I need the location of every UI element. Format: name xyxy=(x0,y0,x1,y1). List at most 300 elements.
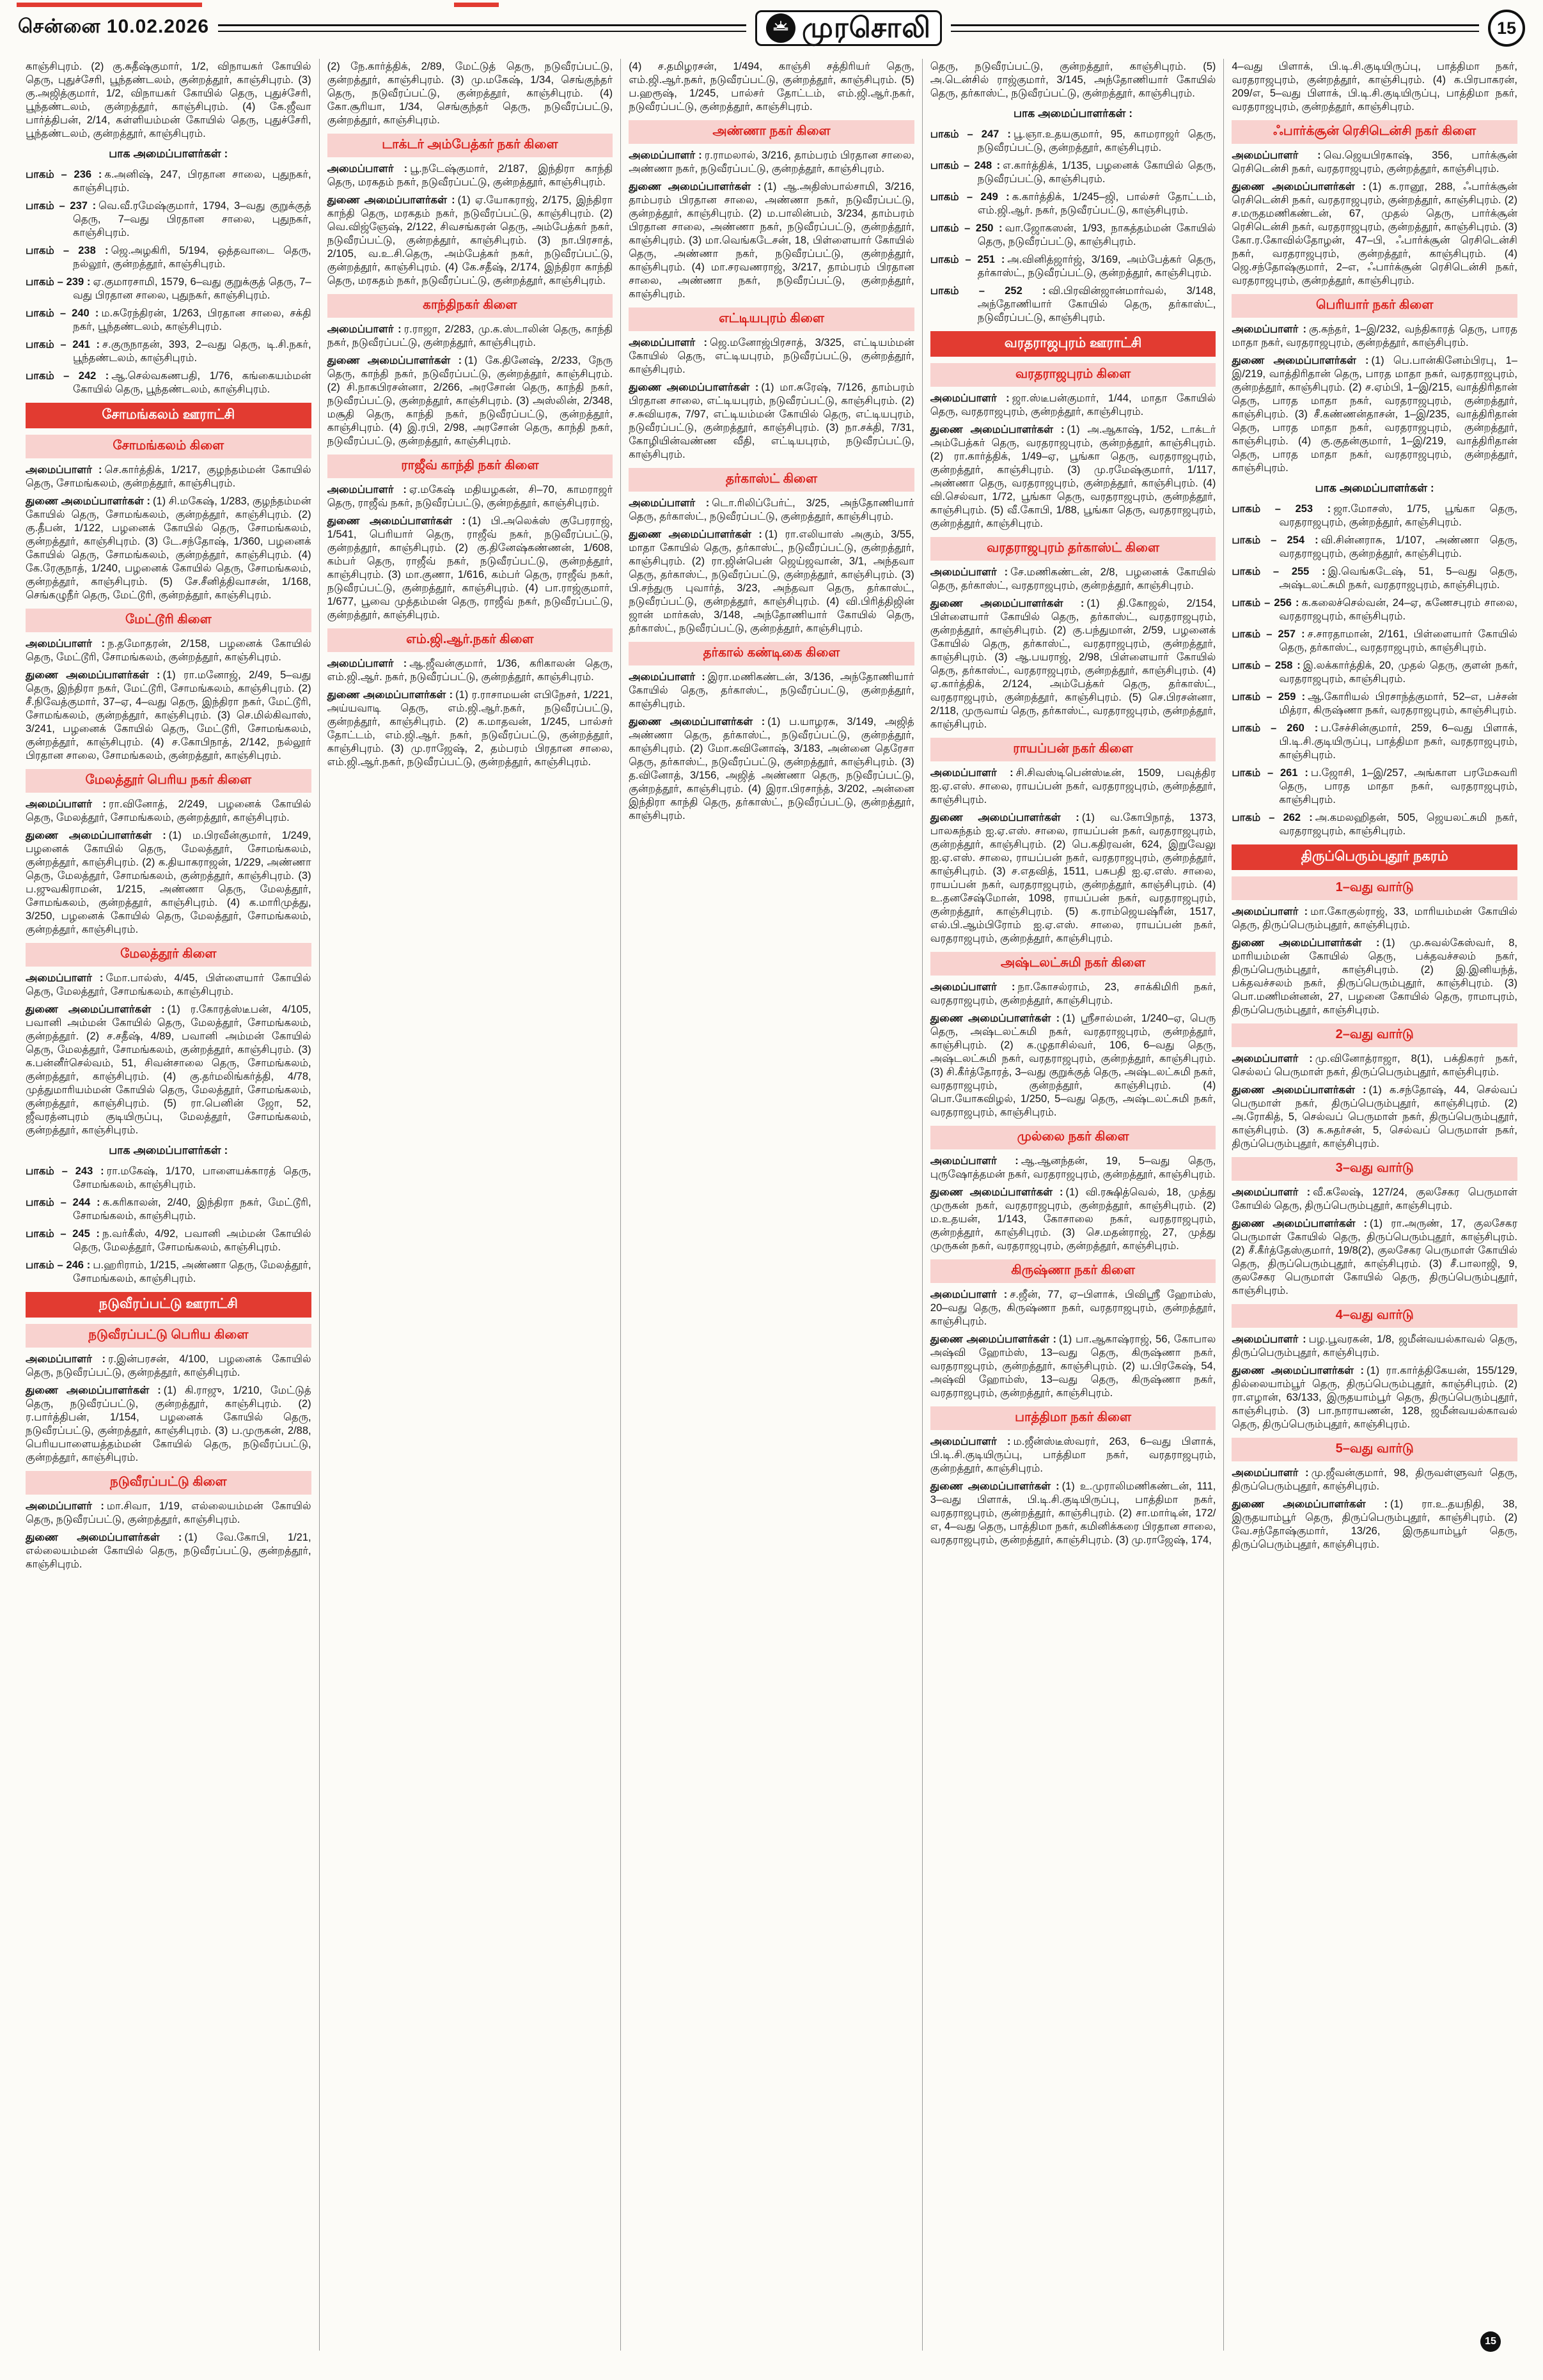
branch-header: வரதராஜபுரம் தர்காஸ்ட் கிளை xyxy=(930,537,1216,561)
paragraph-text: ஏ.மகேஷ் மதியழகன், சி–70, காமராஜர் தெரு, ராஜீவ் நகர், நடுவீரப்பட்டு, குன்றத்தூர், காஞ்சிபுரம். xyxy=(327,484,613,509)
body-paragraph xyxy=(1232,1217,1517,1298)
body-paragraph xyxy=(1232,905,1517,932)
role-label: துணை அமைப்பாளர்கள் : xyxy=(26,830,166,841)
part-text: வி.சின்னராசு, 1/107, அண்ணா தெரு, வரதராஜபுரம், குன்றத்தூர், காஞ்சிபுரம். xyxy=(1279,534,1517,559)
paragraph-text: இரா.மணிகண்டன், 3/136, அந்தோணியார் கோயில் தெரு, தர்காஸ்ட், நடுவீரப்பட்டு, குன்றத்தூர், காஞ்சிபுரம். xyxy=(629,671,914,710)
branch-header: ராயப்பன் நகர் கிளை xyxy=(930,738,1216,761)
paragraph-text: 4–வது பிளாக், பி.டி.சி.குடியிருப்பு, பாத்திமா நகர், வரதராஜபுரம், குன்றத்தூர், காஞ்சிபுரம். (4) க.பிரபாகரன், 209/எ, 5–வது பிளாக், பி.டி.சி.குடியிருப்பு, பாத்திமா நகர், வரதராஜபுரம், குன்றத்தூர், காஞ்சிபுரம். xyxy=(1232,61,1517,113)
part-organisers-heading: பாக அமைப்பாளர்கள் : xyxy=(1014,107,1133,120)
role-label: அமைப்பாளர் : xyxy=(327,484,407,495)
part-organisers-heading: பாக அமைப்பாளர்கள் : xyxy=(109,147,228,160)
body-paragraph xyxy=(930,60,1216,100)
part-item xyxy=(26,338,311,365)
section-header: சோமங்கலம் ஊராட்சி xyxy=(26,403,311,428)
branch-header: மேலத்தூர் கிளை xyxy=(26,943,311,967)
body-paragraph xyxy=(1232,1052,1517,1079)
role-label: துணை அமைப்பாளர்கள் : xyxy=(1232,181,1367,192)
print-registration-mark xyxy=(454,3,499,7)
paragraph-text: (1) க.ரானூ, 288, ஃபார்க்சூன் ரெசிடென்சி நகர், வரதராஜபுரம், குன்றத்தூர், காஞ்சிபுரம். (2) ச.மருதமணிகண்டன், 67, முதல் தெரு, பார்க்சூன் ரெசிடென்சி நகர், வரதராஜபுரம், குன்றத்தூர், காஞ்சிபுரம். (3) கோ.ர.கோவில்தோழன், 47–பி, ஃபார்க்சூன் ரெசிடென்சி நகர், வரதராஜபுரம், குன்றத்தூர், காஞ்சிபுரம். (4) ஜெ.சந்தோஷ்குமார், 2–எ, ஃபார்க்சூன் ரெசிடென்சி நகர், வரதராஜபுரம், குன்றத்தூர், காஞ்சிபுரம். xyxy=(1232,181,1517,286)
city-date: சென்னை 10.02.2026 xyxy=(18,16,210,37)
body-paragraph xyxy=(1232,323,1517,350)
role-label: அமைப்பாளர் : xyxy=(930,767,1014,779)
branch-header: 5–வது வார்டு xyxy=(1232,1438,1517,1461)
branch-header: மேலத்தூர் பெரிய நகர் கிளை xyxy=(26,769,311,793)
branch-header: 3–வது வார்டு xyxy=(1232,1157,1517,1181)
paragraph-text: (1) அ.ஆகாஷ், 1/52, டாக்டர் அம்பேத்கர் தெரு, வரதராஜபுரம், குன்றத்தூர், காஞ்சிபுரம். (2) ரா.கார்த்திக், 1/49–ஏ, பூங்கா தெரு, வரதராஜபுரம், குன்றத்தூர், காஞ்சிபுரம். (3) மு.ரமேஷ்குமார், 1/117, அண்ணா தெரு, வரதராஜபுரம், குன்றத்தூர், காஞ்சிபுரம். (4) வி.செல்வா, 1/72, பூங்கா தெரு, வரதராஜபுரம், குன்றத்தூர், காஞ்சிபுரம். (5) வீ.கோபி, 1/88, பூங்கா தெரு, வரதராஜபுரம், குன்றத்தூர், காஞ்சிபுரம். xyxy=(930,424,1216,529)
paragraph-text: காஞ்சிபுரம். (2) கு.சுதீஷ்குமார், 1/2, விநாயகர் கோயில் தெரு, புதுச்சேரி, பூந்தண்டலம், குன்றத்தூர், காஞ்சிபுரம். (3) கு.அஜித்குமார், 1/2, விநாயகர் கோயில் தெரு, புதுச்சேரி, பூந்தண்டலம், குன்றத்தூர், காஞ்சிபுரம். (4) கே.ஜீவா பார்த்திபன், 2/14, கள்ளியம்மன் கோயில் தெரு, புதுச்சேரி, பூந்தண்டலம், குன்றத்தூர், காஞ்சிபுரம். xyxy=(26,61,311,139)
part-number: பாகம் – 254 : xyxy=(1232,534,1319,546)
part-text: ஜெ.அழகிரி, 5/194, ஒத்தவாடை தெரு, நல்லூர், குன்றத்தூர், காஞ்சிபுரம். xyxy=(73,245,311,270)
body-paragraph xyxy=(1232,1364,1517,1431)
body-paragraph xyxy=(327,483,613,510)
body-paragraph xyxy=(930,1435,1216,1475)
body-paragraph xyxy=(26,1500,311,1527)
body-paragraph xyxy=(930,1333,1216,1400)
role-label: அமைப்பாளர் : xyxy=(1232,1186,1311,1198)
part-text: எ.கார்த்திக், 1/135, பழனைக் கோயில் தெரு, நடுவீரப்பட்டு, காஞ்சிபுரம். xyxy=(977,160,1216,185)
body-paragraph xyxy=(327,688,613,769)
paragraph-text: (1) ரா.அருண், 17, குலசேகர பெருமாள் கோயில் தெரு, திருப்பெரும்புதூர், காஞ்சிபுரம். (2) சீ.கீர்த்தேஸ்குமார், 19/8(2), குலசேகர பெருமாள் கோயில் தெரு, திருப்பெரும்புதூர், காஞ்சிபுரம். (3) சீ.பாலாஜி, 9, குலசேகர பெருமாள் கோயில் தெரு, திருப்பெரும்புதூர், காஞ்சிபுரம். xyxy=(1232,1218,1517,1296)
body-paragraph xyxy=(327,162,613,189)
part-item xyxy=(930,284,1216,325)
part-number: பாகம் – 239 : xyxy=(26,276,91,288)
role-label: அமைப்பாளர் : xyxy=(629,337,708,348)
paragraph-text: செ.கார்த்திக், 1/217, குழந்தம்மன் கோயில் தெரு, சோமங்கலம், குன்றத்தூர், காஞ்சிபுரம். xyxy=(26,464,311,489)
paragraph-text: சே.மணிகண்டன், 2/8, பழனைக் கோயில் தெரு, தர்காஸ்ட், வரதராஜபுரம், குன்றத்தூர், காஞ்சிபுரம். xyxy=(930,566,1216,591)
body-paragraph xyxy=(930,766,1216,807)
body-paragraph xyxy=(26,1384,311,1465)
part-number: பாகம் – 259 : xyxy=(1232,691,1306,703)
role-label: துணை அமைப்பாளர்கள் : xyxy=(629,181,762,192)
role-label: துணை அமைப்பாளர்கள் : xyxy=(930,1481,1060,1492)
body-paragraph xyxy=(1232,354,1517,475)
branch-header: அஷ்டலட்சுமி நகர் கிளை xyxy=(930,952,1216,976)
part-item xyxy=(1232,690,1517,717)
role-label: அமைப்பாளர் : xyxy=(930,1436,1011,1447)
page-number-badge: 15 xyxy=(1488,10,1525,47)
branch-header: எம்.ஜி.ஆர்.நகர் கிளை xyxy=(327,628,613,652)
body-paragraph xyxy=(26,829,311,937)
body-paragraph xyxy=(930,1155,1216,1181)
part-number: பாகம் – 236 : xyxy=(26,169,102,180)
paragraph-text: ஜெ.மனோஜ்பிரசாத், 3/325, எட்டியம்மன் கோயில் தெரு, எட்டியபுரம், நடுவீரப்பட்டு, குன்றத்தூர், காஞ்சிபுரம். xyxy=(629,337,914,375)
paragraph-text: (1) ர.கோரத்ஸ்டீபன், 4/105, பவானி அம்மன் கோயில் தெரு, மேலத்தூர், சோமங்கலம், குன்றத்தூர். (2) ச.சதீஷ், 4/89, பவானி அம்மன் கோயில் தெரு, மேலத்தூர், சோமங்கலம், குன்றத்தூர், காஞ்சிபுரம். (3) க.பன்னீர்செல்வம், 51, சிவன்சாலை தெரு, சோமங்கலம், குன்றத்தூர், காஞ்சிபுரம். (4) கு.தர்மலிங்கர்த்தி, 4/78, முத்துமாரியம்மன் கோயில் தெரு, மேலத்தூர், சோமங்கலம், குன்றத்தூர், காஞ்சிபுரம். (5) ரா.பெனின் ஜோ, 52, ஜீவரத்னபுரம் குடியிருப்பு, மேலத்தூர், சோமங்கலம், குன்றத்தூர், காஞ்சிபுரம். xyxy=(26,1004,311,1136)
part-item xyxy=(26,369,311,396)
branch-header: அண்ணா நகர் கிளை xyxy=(629,120,914,144)
role-label: துணை அமைப்பாளர்கள் : xyxy=(930,1186,1063,1198)
body-paragraph xyxy=(327,194,613,288)
part-text: இ.வெங்கடேஷ், 51, 5–வது தெரு, அஷ்டலட்சுமி நகர், வரதராஜபுரம், காஞ்சிபுரம். xyxy=(1279,566,1517,591)
part-number: பாகம் – 253 : xyxy=(1232,503,1331,515)
body-paragraph xyxy=(1232,1466,1517,1493)
body-paragraph xyxy=(26,972,311,999)
part-item xyxy=(26,199,311,240)
part-text: அ.கமலஹிதன், 505, ஜெயலட்சுமி நகர், வரதராஜபுரம், காஞ்சிபுரம். xyxy=(1279,812,1517,837)
body-paragraph xyxy=(629,528,914,635)
part-number: பாகம் – 238 : xyxy=(26,245,109,256)
part-item xyxy=(26,244,311,271)
body-paragraph xyxy=(26,798,311,825)
role-label: துணை அமைப்பாளர்கள் : xyxy=(327,515,466,527)
role-label: துணை அமைப்பாளர்கள் : xyxy=(930,812,1079,823)
paragraph-text: தெரு, நடுவீரப்பட்டு, குன்றத்தூர், காஞ்சிபுரம். (5) அ.டென்சில் ராஜ்குமார், 3/145, அந்தோணியார் கோயில் தெரு, தர்காஸ்ட், நடுவீரப்பட்டு, குன்றத்தூர், காஞ்சிபுரம். xyxy=(930,61,1216,99)
paragraph-text: நா.கோசல்ராம், 23, சாக்கிமிரி நகர், வரதராஜபுரம், குன்றத்தூர், காஞ்சிபுரம். xyxy=(930,981,1216,1006)
body-paragraph xyxy=(327,60,613,127)
role-label: அமைப்பாளர் : xyxy=(26,972,104,984)
role-label: அமைப்பாளர் : xyxy=(930,566,1008,578)
part-text: க.அனிஷ், 247, பிரதான சாலை, புதுநகர், காஞ்சிபுரம். xyxy=(73,169,311,194)
role-label: துணை அமைப்பாளர்கள் : xyxy=(629,716,765,727)
branch-header: வரதராஜபுரம் கிளை xyxy=(930,363,1216,387)
role-label: அமைப்பாளர் : xyxy=(1232,150,1321,161)
part-text: க.கரிகாலன், 2/40, இந்திரா நகர், மேட்டூரி, சோமங்கலம், காஞ்சிபுரம். xyxy=(73,1197,311,1222)
paragraph-text: ஆ.ஆனந்தன், 19, 5–வது தெரு, புருஷோத்தமன் நகர், வரதராஜபுரம், குன்றத்தூர், காஞ்சிபுரம். xyxy=(930,1155,1216,1180)
role-label: துணை அமைப்பாளர்கள் : xyxy=(629,382,759,393)
body-paragraph xyxy=(327,354,613,448)
branch-header: காந்திநகர் கிளை xyxy=(327,294,613,318)
paragraph-text: (1) சி.மகேஷ், 1/283, குழந்தம்மன் கோயில் தெரு, சோமங்கலம், குன்றத்தூர், காஞ்சிபுரம். (2) கு.தீபன், 1/122, பழனைக் கோயில் தெரு, சோமங்கலம், குன்றத்தூர், காஞ்சிபுரம். (3) டே.சந்தோஷ், 1/360, பழனைக் கோயில் தெரு, சோமங்கலம், குன்றத்தூர், காஞ்சிபுரம். (4) கே.ரேகுநாத், 1/240, பழனைக் கோயில் தெரு, சோமங்கலம், குன்றத்தூர், காஞ்சிபுரம். (5) சே.சீனித்திவாசன், 1/168, செங்கழுநீர் தெரு, மேட்டூரி, குன்றத்தூர், காஞ்சிபுரம். xyxy=(26,495,311,601)
paragraph-text: (1) ப.யாழரசு, 3/149, அஜித் அண்ணா தெரு, தர்காஸ்ட், நடுவீரப்பட்டு, குன்றத்தூர், காஞ்சிபுரம். (2) மோ.கவினோஷ், 3/183, அன்னை தெரேசா தெரு, தர்காஸ்ட், நடுவீரப்பட்டு, குன்றத்தூர், காஞ்சிபுரம். (3) த.வினோத், 3/156, அஜித் அண்ணா தெரு, நடுவீரப்பட்டு, குன்றத்தூர், காஞ்சிபுரம். (4) இரா.பிரசாந்த், 3/202, அன்னை இந்திரா காந்தி தெரு, தர்காஸ்ட், நடுவீரப்பட்டு, குன்றத்தூர், காஞ்சிபுரம். xyxy=(629,716,914,821)
part-item xyxy=(1232,811,1517,838)
body-paragraph xyxy=(930,981,1216,1007)
part-text: அ.வினித்ஜார்ஜ், 3/169, அம்பேத்கர் தெரு, தர்காஸ்ட், நடுவீரப்பட்டு, குன்றத்தூர், காஞ்சிபுரம். xyxy=(977,254,1216,279)
paragraph-text: (1) க.சந்தோஷ், 44, செல்வப் பெருமாள் நகர், திருப்பெரும்புதூர், காஞ்சிபுரம். (2) அ.ரோகித், 5, செல்வப் பெருமாள் நகர், திருப்பெரும்புதூர், காஞ்சிபுரம். (3) க.சுதர்சன், 5, செல்வப் பெருமாள் நகர், திருப்பெரும்புதூர், காஞ்சிபுரம். xyxy=(1232,1084,1517,1149)
part-item xyxy=(1232,502,1517,529)
masthead-emblem-icon xyxy=(766,13,795,43)
branch-header: முல்லை நகர் கிளை xyxy=(930,1126,1216,1149)
role-label: துணை அமைப்பாளர்கள் : xyxy=(1232,1218,1367,1229)
role-label: துணை அமைப்பாளர்கள் : xyxy=(327,689,453,701)
body-paragraph xyxy=(26,669,311,763)
part-number: பாகம் – 247 : xyxy=(930,128,1011,140)
part-text: ச.சாரதாமான், 2/161, பிள்ளையார் கோயில் தெரு, தர்காஸ்ட், வரதராஜபுரம், காஞ்சிபுரம். xyxy=(1279,628,1517,653)
body-paragraph xyxy=(930,1288,1216,1328)
body-paragraph xyxy=(629,381,914,462)
section-header: திருப்பெரும்புதூர் நகரம் xyxy=(1232,844,1517,870)
part-item xyxy=(930,191,1216,217)
branch-header: பெரியார் நகர் கிளை xyxy=(1232,294,1517,318)
branch-header: மேட்டூரி கிளை xyxy=(26,609,311,632)
paragraph-text: (1) பா.ஆகாஷ்ராஜ், 56, கோபால அஷ்வி ஹோம்ஸ், 13–வது தெரு, கிருஷ்ணா நகர், வரதராஜபுரம், குன்றத்தூர், காஞ்சிபுரம். (2) ய.பிரகேஷ், 54, அஷ்வி ஹோம்ஸ், 13–வது தெரு, கிருஷ்ணா நகர், வரதராஜபுரம், குன்றத்தூர், காஞ்சிபுரம். xyxy=(930,1334,1216,1399)
part-item xyxy=(1232,722,1517,762)
part-item xyxy=(26,168,311,195)
part-text: ப.ஹரிராம், 1/215, அண்ணா தெரு, மேலத்தூர், சோமங்கலம், காஞ்சிபுரம். xyxy=(73,1259,311,1284)
body-paragraph xyxy=(629,336,914,377)
branch-header: கிருஷ்ணா நகர் கிளை xyxy=(930,1259,1216,1283)
body-paragraph xyxy=(1232,1084,1517,1151)
role-label: அமைப்பாளர் : xyxy=(629,497,710,509)
branch-header: ராஜீவ் காந்தி நகர் கிளை xyxy=(327,455,613,478)
role-label: அமைப்பாளர் : xyxy=(1232,1334,1306,1345)
part-item xyxy=(26,1259,311,1286)
part-number: பாகம் – 257 : xyxy=(1232,628,1305,640)
role-label: துணை அமைப்பாளர்கள் : xyxy=(1232,1365,1364,1376)
part-number: பாகம் – 248 : xyxy=(930,160,1001,171)
paragraph-text: (1) பி.அலெக்ஸ் குபேரராஜ், 1/541, பெரியார் தெரு, ராஜீவ் நகர், நடுவீரப்பட்டு, குன்றத்தூர், காஞ்சிபுரம். (2) கு.தினேஷ்கண்ணன், 1/608, கம்பர் தெரு, ராஜீவ் நகர், நடுவீரப்பட்டு, குன்றத்தூர், காஞ்சிபுரம். (3) மா.குணா, 1/616, கம்பர் தெரு, ராஜீவ் நகர், நடுவீரப்பட்டு, குன்றத்தூர், காஞ்சிபுரம். (4) பா.ராஜ்குமார், 1/677, பூவை முத்தம்மன் தெரு, ராஜீவ் நகர், நடுவீரப்பட்டு, குன்றத்தூர், காஞ்சிபுரம். xyxy=(327,515,613,621)
part-number: பாகம் – 260 : xyxy=(1232,722,1319,734)
paragraph-text: ம.ஜீன்ஸ்டீஸ்வரர், 263, 6–வது பிளாக், பி.டி.சி.குடியிருப்பு, பாத்திமா நகர், வரதராஜபுரம், குன்றத்தூர், காஞ்சிபுரம். xyxy=(930,1436,1216,1474)
part-number: பாகம் – 246 : xyxy=(26,1259,91,1271)
body-paragraph xyxy=(629,715,914,823)
part-text: இ.லக்கார்த்திக், 20, முதல் தெரு, குளன் நகர், வரதராஜபுரம், காஞ்சிபுரம். xyxy=(1279,660,1517,685)
part-organisers-heading: பாக அமைப்பாளர்கள் : xyxy=(1315,481,1434,494)
paragraph-text: மோ.பால்ஸ், 4/45, பிள்ளையார் கோயில் தெரு, மேலத்தூர், சோமங்கலம், காஞ்சிபுரம். xyxy=(26,972,311,997)
role-label: துணை அமைப்பாளர்கள் : xyxy=(1232,937,1380,949)
body-paragraph xyxy=(26,60,311,141)
role-label: அமைப்பாளர் : xyxy=(930,981,1015,993)
body-paragraph xyxy=(1232,60,1517,114)
branch-header: சோமங்கலம் கிளை xyxy=(26,435,311,458)
part-item xyxy=(930,253,1216,280)
header-rule xyxy=(951,24,1479,32)
role-label: அமைப்பாளர் : xyxy=(26,1353,106,1365)
body-paragraph xyxy=(327,515,613,622)
body-paragraph xyxy=(327,657,613,684)
column-4 xyxy=(922,59,1224,2351)
part-number: பாகம் – 261 : xyxy=(1232,767,1308,779)
role-label: அமைப்பாளர் : xyxy=(26,798,106,810)
branch-header: நடுவீரப்பட்டு பெரிய கிளை xyxy=(26,1324,311,1348)
role-label: அமைப்பாளர் : xyxy=(930,393,1010,404)
body-paragraph xyxy=(930,1186,1216,1253)
part-text: ஏ.குமாரசாமி, 1579, 6–வது குறுக்குத் தெரு, 7–வது பிரதான சாலை, புதுநகர், காஞ்சிபுரம். xyxy=(73,276,311,301)
body-paragraph xyxy=(930,1012,1216,1119)
part-number: பாகம் – 256 : xyxy=(1232,597,1299,609)
part-number: பாகம் – 262 : xyxy=(1232,812,1313,823)
body-paragraph xyxy=(930,811,1216,945)
paragraph-text: மு.ஜீவன்குமார், 98, திருவள்ளுவர் தெரு, திருப்பெரும்புதூர், காஞ்சிபுரம். xyxy=(1232,1467,1517,1492)
branch-header: ஃபார்க்சூன் ரெசிடென்சி நகர் கிளை xyxy=(1232,120,1517,144)
branch-header: 2–வது வார்டு xyxy=(1232,1023,1517,1047)
paragraph-text: ர.இன்பரசன், 4/100, பழனைக் கோயில் தெரு, நடுவீரப்பட்டு, குன்றத்தூர், காஞ்சிபுரம். xyxy=(26,1353,311,1378)
paragraph-text: (1) ரா.மனோஜ், 2/49, 5–வது தெரு, இந்திரா நகர், மேட்டூரி, சோமங்கலம், காஞ்சிபுரம். (2) சீ.நிவேத்குமார், 37–ஏ, 4–வது தெரு, இந்திரா நகர், மேட்டூரி, சோமங்கலம், குன்றத்தூர், காஞ்சிபுரம். (3) செ.மில்கிவாஸ், 3/241, பழனைக் கோயில் தெரு, மேட்டூரி, சோமங்கலம், குன்றத்தூர், காஞ்சிபுரம். (4) ச.கோபிநாத், 2/142, நல்லூர் பிரதான சாலை, சோமங்கலம், குன்றத்தூர், காஞ்சிபுரம். xyxy=(26,669,311,761)
role-label: அமைப்பாளர் : xyxy=(26,1500,104,1512)
paragraph-text: வீ.கலேஷ், 127/24, குலசேகர பெருமாள் கோயில் தெரு, திருப்பெரும்புதூர், காஞ்சிபுரம். xyxy=(1232,1186,1517,1211)
body-paragraph xyxy=(629,60,914,114)
paragraph-text: ச.ஜீன், 77, ஏ–பிளாக், பிவிஸ்ரீ ஹோம்ஸ், 20–வது தெரு, கிருஷ்ணா நகர், வரதராஜபுரம், குன்றத்தூர், காஞ்சிபுரம். xyxy=(930,1289,1216,1327)
body-paragraph xyxy=(26,1353,311,1380)
paragraph-text: சி.சிவஸ்டிபென்ஸ்டீன், 1509, பவுத்திர ஐ.ஏ.எஸ். சாலை, ராயப்பன் நகர், வரதராஜபுரம், குன்றத்தூர், காஞ்சிபுரம். xyxy=(930,767,1216,805)
role-label: அமைப்பாளர் : xyxy=(1232,1053,1313,1064)
paragraph-text: கு.கந்தர், 1–இ/232, வந்திகாரத் தெரு, பாரத மாதா நகர், வரதராஜபுரம், குன்றத்தூர், காஞ்சிபுரம். xyxy=(1232,323,1517,348)
branch-header: பாத்திமா நகர் கிளை xyxy=(930,1406,1216,1430)
part-text: ப.சேச்சின்குமார், 259, 6–வது பிளாக், பி.டி.சி.குடியிருப்பு, பாத்திமா நகர், வரதராஜபுரம், காஞ்சிபுரம். xyxy=(1279,722,1517,761)
part-text: ப.ஜோசி, 1–இ/257, அங்காள பரமேசுவரி தெரு, பாரத மாதா நகர், வரதராஜபுரம், காஞ்சிபுரம். xyxy=(1279,767,1517,805)
paragraph-text: டொ.ரிலிப்பேர்ட், 3/25, அந்தோணியார் தெரு, தர்காஸ்ட், நடுவீரப்பட்டு, குன்றத்தூர், காஞ்சிபுரம். xyxy=(629,497,914,522)
role-label: துணை அமைப்பாளர்கள் : xyxy=(1232,1084,1367,1096)
paragraph-text: (1) வி.ரக்ஷித்வெல், 18, முத்து முருகன் நகர், வரதராஜபுரம், குன்றத்தூர், காஞ்சிபுரம். (2) ம.உதயன், 1/143, கோசாலை நகர், வரதராஜபுரம், குன்றத்தூர், காஞ்சிபுரம். (3) செ.மதன்ராஜ், 27, முத்து முருகன் நகர், வரதராஜபுரம், குன்றத்தூர், காஞ்சிபுரம். xyxy=(930,1186,1216,1252)
header-rule xyxy=(218,24,746,32)
paragraph-text: மா.சிவா, 1/19, எல்லையம்மன் கோயில் தெரு, நடுவீரப்பட்டு, குன்றத்தூர், காஞ்சிபுரம். xyxy=(26,1500,311,1525)
part-number: பாகம் – 251 : xyxy=(930,254,1005,265)
part-item xyxy=(26,1227,311,1254)
body-paragraph xyxy=(930,423,1216,531)
paragraph-text: ர.ராஜா, 2/283, மு.க.ஸ்டாலின் தெரு, காந்தி நகர், நடுவீரப்பட்டு, குன்றத்தூர், காஞ்சிபுரம். xyxy=(327,323,613,348)
part-number: பாகம் – 250 : xyxy=(930,222,1003,234)
part-item xyxy=(26,307,311,334)
paragraph-text: (1) வே.கோபி, 1/21, எல்லையம்மன் கோயில் தெரு, நடுவீரப்பட்டு, குன்றத்தூர், காஞ்சிபுரம். xyxy=(26,1532,311,1570)
content-columns xyxy=(18,59,1525,2351)
branch-header: எட்டியபுரம் கிளை xyxy=(629,307,914,331)
part-number: பாகம் – 240 : xyxy=(26,307,99,319)
paragraph-text: (1) ஸ்ரீசால்மன், 1/240–ஏ, பெரு தெரு, அஷ்டலட்சுமி நகர், வரதராஜபுரம், குன்றத்தூர், காஞ்சிபுரம். (2) க.ழுதாசில்வர், 106, 6–வது தெரு, அஷ்டலட்சுமி நகர், வரதராஜபுரம், குன்றத்தூர், காஞ்சிபுரம். (3) சி.கீர்த்தோரத், 3–வது குறுக்குத் தெரு, அஷ்டலட்சுமி நகர், வரதராஜபுரம், குன்றத்தூர், காஞ்சிபுரம். (4) பொ.யோகவிழல், 1/250, 5–வது தெரு, அஷ்டலட்சுமி நகர், வரதராஜபுரம், காஞ்சிபுரம். xyxy=(930,1013,1216,1118)
paragraph-text: (1) தி.கோஜல், 2/154, பிள்ளையார் கோயில் தெரு, தர்காஸ்ட், வரதராஜபுரம், குன்றத்தூர், காஞ்சிபுரம். (2) கு.பந்துமான், 2/59, பழனைக் கோயில் தெரு, தர்காஸ்ட், வரதராஜபுரம், குன்றத்தூர், காஞ்சிபுரம். (3) ஆ.பயராஜ், 2/98, பிள்ளையார் கோயில் தெரு, தர்காஸ்ட், வரதராஜபுரம், குன்றத்தூர், காஞ்சிபுரம். (4) ஏ.கார்த்திக், 2/124, அம்பேத்கர் தெரு, தர்காஸ்ட், வரதராஜபுரம், குன்றத்தூர், காஞ்சிபுரம். (5) செ.பிரசன்னா, 2/118, முருவாய் தெரு, தர்காஸ்ட், வரதராஜபுரம், குன்றத்தூர், காஞ்சிபுரம். xyxy=(930,598,1216,730)
part-item xyxy=(930,159,1216,186)
part-item xyxy=(1232,659,1517,686)
paragraph-text: வெ.ஜெயபிரகாஷ், 356, பார்க்சூன் ரெசிடென்சி நகர், வரதராஜபுரம், குன்றத்தூர், காஞ்சிபுரம். xyxy=(1232,150,1517,175)
paragraph-text: (1) ரா.எலியாஸ் அகும், 3/55, மாதா கோயில் தெரு, தர்காஸ்ட், நடுவீரப்பட்டு, குன்றத்தூர், காஞ்சிபுரம். (2) ரா.ஜின்பென் ஜெய்ஜவான், 3/1, அந்தவா தெரு, தர்காஸ்ட், நடுவீரப்பட்டு, குன்றத்தூர், காஞ்சிபுரம். (3) பி.சந்துரு புவார்த், 3/23, அந்தவா தெரு, தர்காஸ்ட், நடுவீரப்பட்டு, குன்றத்தூர், காஞ்சிபுரம். (4) வி.பிரித்திஜின் ஜான் மார்கஸ், 3/148, அந்தோணியார் கோயில் தெரு, தர்காஸ்ட், நடுவீரப்பட்டு, குன்றத்தூர், காஞ்சிபுரம். xyxy=(629,529,914,634)
role-label: அமைப்பாளர் : xyxy=(930,1289,1008,1300)
part-number: பாகம் – 249 : xyxy=(930,191,1010,203)
masthead-title: முரசொலி xyxy=(802,12,932,43)
paragraph-text: ரா.வினோத், 2/249, பழனைக் கோயில் தெரு, மேலத்தூர், சோமங்கலம், குன்றத்தூர், காஞ்சிபுரம். xyxy=(26,798,311,823)
paragraph-text: பழ.பூவரகன், 1/8, ஜமீன்வயல்காவல் தெரு, திருப்பெரும்புதூர், காஞ்சிபுரம். xyxy=(1232,1334,1517,1358)
body-paragraph xyxy=(26,463,311,490)
part-text: ஆ.கோரியல் பிரசாந்த்குமார், 52–எ, பச்சன் மித்ரா, கிருஷ்ணா நகர், வரதராஜபுரம், காஞ்சிபுரம். xyxy=(1279,691,1517,716)
paragraph-text: (1) ஏ.யோகராஜ், 2/175, இந்திரா காந்தி தெரு, மரகதம் நகர், நடுவீரப்பட்டு, காஞ்சிபுரம். (2) வெ.விஜ்ஞேஷ், 2/122, சிவசங்கரன் தெரு, அம்பேத்கர் நகர், நடுவீரப்பட்டு, குன்றத்தூர், காஞ்சிபுரம். (3) நா.பிரசாத், 2/105, வ.உ.சி.தெரு, அம்பேத்கர் நகர், நடுவீரப்பட்டு, குன்றத்தூர், காஞ்சிபுரம். (4) கே.சதீஷ், 2/174, இந்திரா காந்தி தெரு, மரகதம் நகர், நடுவீரப்பட்டு, குன்றத்தூர், காஞ்சிபுரம். xyxy=(327,194,613,286)
role-label: துணை அமைப்பாளர்கள் : xyxy=(1232,1498,1388,1510)
part-text: க.கலைச்செல்வன், 24–ஏ, கணேசபுரம் சாலை, வரதராஜபுரம், காஞ்சிபுரம். xyxy=(1279,597,1517,622)
part-number: பாகம் – 255 : xyxy=(1232,566,1326,577)
paragraph-text: (1) வ.கோபிநாத், 1373, பாலகந்தம் ஐ.ஏ.எஸ். சாலை, ராயப்பன் நகர், வரதராஜபுரம், குன்றத்தூர், காஞ்சிபுரம். (2) பெ.கதிரவன், 624, இறுவேலு ஐ.ஏ.எஸ். சாலை, ராயப்பன் நகர், வரதராஜபுரம், குன்றத்தூர், காஞ்சிபுரம். (3) ச.எதவித், 1511, பசுபதி ஐ.ஏ.எஸ். சாலை, ராயப்பன் நகர், வரதராஜபுரம், குன்றத்தூர், காஞ்சிபுரம். (4) உ.தனசேஷ்மோன், 1098, ராயப்பன் நகர், வரதராஜபுரம், குன்றத்தூர், காஞ்சிபுரம். (5) க.ராம்ஜெயஷ்ரீன், 1517, எல்.பி.ஆம்பிரோம் ஐ.ஏ.எஸ். சாலை, ராயப்பன் நகர், வரதராஜபுரம், குன்றத்தூர், காஞ்சிபுரம். xyxy=(930,812,1216,944)
body-paragraph xyxy=(1232,149,1517,176)
role-label: அமைப்பாளர் : xyxy=(629,150,702,161)
part-number: பாகம் – 244 : xyxy=(26,1197,100,1208)
column-5 xyxy=(1223,59,1525,2351)
paragraph-text: ஜா.ஸ்டீபன்குமார், 1/44, மாதா கோயில் தெரு, வரதராஜபுரம், குன்றத்தூர், காஞ்சிபுரம். xyxy=(930,393,1216,417)
footer-page-number-badge: 15 xyxy=(1480,2331,1501,2352)
part-text: வி.பிரவின்ஜான்மார்வல், 3/148, அந்தோணியார் கோயில் தெரு, தர்காஸ்ட், நடுவீரப்பட்டு, காஞ்சிபுரம். xyxy=(977,285,1216,323)
masthead xyxy=(755,10,942,46)
paragraph-text: (1) கே.தினேஷ், 2/233, நேரு தெரு, காந்தி நகர், நடுவீரப்பட்டு, குன்றத்தூர், காஞ்சிபுரம். (2) சி.நாகபிரசன்னா, 2/266, அரசோன் தெரு, காந்தி நகர், நடுவீரப்பட்டு, குன்றத்தூர், காஞ்சிபுரம். (3) அஸ்லின், 2/348, மசூதி தெரு, காந்தி நகர், நடுவீரப்பட்டு, குன்றத்தூர், காஞ்சிபுரம். (4) இ.ரபி, 2/98, அரசோன் தெரு, காந்தி நகர், நடுவீரப்பட்டு, குன்றத்தூர், காஞ்சிபுரம். xyxy=(327,355,613,447)
role-label: துணை அமைப்பாளர்கள் : xyxy=(26,1532,182,1543)
part-text: ஆ.செல்வகணபதி, 1/76, கங்கையம்மன் கோயில் தெரு, பூந்தண்டலம், காஞ்சிபுரம். xyxy=(73,370,311,395)
role-label: துணை அமைப்பாளர்கள் : xyxy=(327,355,462,366)
part-item xyxy=(1232,565,1517,592)
paragraph-text: (1) ம.பிரவீன்குமார், 1/249, பழனைக் கோயில் தெரு, மேலத்தூர், சோமங்கலம், குன்றத்தூர், காஞ்சிபுரம். (2) க.தியாகராஜன், 1/229, அண்ணா தெரு, மேலத்தூர், சோமங்கலம், குன்றத்தூர், காஞ்சிபுரம். (3) ப.ஜுவகிராமன், 1/215, அண்ணா தெரு, மேலத்தூர், சோமங்கலம், குன்றத்தூர், காஞ்சிபுரம். (4) க.மாரிமுத்து, 3/250, பழனைக் கோயில் தெரு, மேலத்தூர், சோமங்கலம், குன்றத்தூர், காஞ்சிபுரம். xyxy=(26,830,311,935)
role-label: அமைப்பாளர் : xyxy=(1232,1467,1309,1479)
role-label: துணை அமைப்பாளர்கள் : xyxy=(629,529,762,540)
role-label: அமைப்பாளர் : xyxy=(26,638,106,649)
body-paragraph xyxy=(629,671,914,711)
paragraph-text: (4) ச.தமிழரசன், 1/494, காஞ்சி சத்திரியர் தெரு, எம்.ஜி.ஆர்.நகர், நடுவீரப்பட்டு, குன்றத்தூர், காஞ்சிபுரம். (5) ப.ஹரூஷ், 1/245, பால்சர் தோட்டம், எம்.ஜி.ஆர்.நகர், நடுவீரப்பட்டு, குன்றத்தூர், காஞ்சிபுரம். xyxy=(629,61,914,113)
part-number: பாகம் – 245 : xyxy=(26,1228,100,1240)
part-number: பாகம் – 258 : xyxy=(1232,660,1301,671)
role-label: அமைப்பாளர் : xyxy=(629,671,705,683)
body-paragraph xyxy=(26,1531,311,1571)
page-header xyxy=(18,10,1525,46)
part-item xyxy=(1232,596,1517,623)
part-item xyxy=(26,1165,311,1192)
body-paragraph xyxy=(930,392,1216,419)
body-paragraph xyxy=(629,497,914,524)
paragraph-text: மா.கோகுல்ராஜ், 33, மாரியம்மன் கோயில் தெரு, திருப்பெரும்புதூர், காஞ்சிபுரம். xyxy=(1232,906,1517,931)
part-text: வெ.வீ.ரமேஷ்குமார், 1794, 3–வது குறுக்குத் தெரு, 7–வது பிரதான சாலை, புதுநகர், காஞ்சிபுரம். xyxy=(73,200,311,238)
paragraph-text: (1) உ.முராலிமணிகண்டன், 111, 3–வது பிளாக், பி.டி.சி.குடியிருப்பு, பாத்திமா நகர், வரதராஜபுரம், குன்றத்தூர், காஞ்சிபுரம். (2) சா.மார்டின், 172/எ, 4–வது தெரு, பாத்திமா நகர், கமினிக்கரை பிரதான சாலை, வரதராஜபுரம், குன்றத்தூர், காஞ்சிபுரம். (3) மு.ராஜேஷ், 174, xyxy=(930,1481,1216,1546)
body-paragraph xyxy=(26,637,311,664)
role-label: அமைப்பாளர் : xyxy=(1232,906,1308,917)
branch-header: டாக்டர் அம்பேத்கர் நகர் கிளை xyxy=(327,134,613,157)
part-text: ரா.மகேஷ், 1/170, பாளையக்காரத் தெரு, சோமங்கலம், காஞ்சிபுரம். xyxy=(73,1165,311,1190)
role-label: துணை அமைப்பாளர்கள் : xyxy=(26,1004,165,1015)
section-header: வரதராஜபுரம் ஊராட்சி xyxy=(930,331,1216,357)
body-paragraph xyxy=(629,180,914,301)
part-item xyxy=(930,128,1216,155)
role-label: துணை அமைப்பாளர்கள் : xyxy=(26,495,150,507)
section-header: நடுவீரப்பட்டு ஊராட்சி xyxy=(26,1292,311,1318)
part-item xyxy=(26,1196,311,1223)
body-paragraph xyxy=(1232,1498,1517,1552)
part-text: பூ.ஞா.உதயகுமார், 95, காமராஜர் தெரு, நடுவீரப்பட்டு, குன்றத்தூர், காஞ்சிபுரம். xyxy=(977,128,1216,153)
part-number: பாகம் – 252 : xyxy=(930,285,1046,297)
part-item xyxy=(26,276,311,302)
role-label: துணை அமைப்பாளர்கள் : xyxy=(930,598,1085,609)
paragraph-text: (1) கி.ராஜு, 1/210, மேட்டுத் தெரு, நடுவீரப்பட்டு, குன்றத்தூர், காஞ்சிபுரம். (2) ர.பார்த்திபன், 1/154, பழனைக் கோயில் தெரு, நடுவீரப்பட்டு, குன்றத்தூர், காஞ்சிபுரம். (3) ப.முருகன், 2/88, பெரியபாளையத்தம்மன் கோயில் தெரு, நடுவீரப்பட்டு, குன்றத்தூர், காஞ்சிபுரம். xyxy=(26,1385,311,1463)
paragraph-text: ந.தமோதரன், 2/158, பழனைக் கோயில் தெரு, மேட்டூரி, சோமங்கலம், குன்றத்தூர், காஞ்சிபுரம். xyxy=(26,638,311,663)
column-3 xyxy=(620,59,922,2351)
part-text: ஜா.மோசஸ், 1/75, பூங்கா தெரு, வரதராஜபுரம், குன்றத்தூர், காஞ்சிபுரம். xyxy=(1279,503,1517,528)
part-item xyxy=(1232,628,1517,655)
branch-header: 1–வது வார்டு xyxy=(1232,876,1517,900)
role-label: அமைப்பாளர் : xyxy=(930,1155,1019,1167)
part-text: ந.வர்கீஸ், 4/92, பவானி அம்மன் கோயில் தெரு, மேலத்தூர், சோமங்கலம், காஞ்சிபுரம். xyxy=(73,1228,311,1253)
part-item xyxy=(1232,766,1517,807)
body-paragraph xyxy=(930,566,1216,593)
body-paragraph xyxy=(26,495,311,602)
paragraph-text: (1) மு.சுவல்கேஸ்வர், 8, மாரியம்மன் கோயில் தெரு, பக்தவச்சலம் நகர், திருப்பெரும்புதூர், காஞ்சிபுரம். (2) இ.இனியந்த், பக்தவச்சலம் நகர், திருப்பெரும்புதூர், காஞ்சிபுரம். (3) பொ.மணிமன்னன், 27, பழனை கோயில் தெரு, ராமாபுரம், திருப்பெரும்புதூர், காஞ்சிபுரம். xyxy=(1232,937,1517,1016)
part-item xyxy=(1232,534,1517,561)
print-registration-mark xyxy=(17,3,202,7)
body-paragraph xyxy=(930,1480,1216,1547)
body-paragraph xyxy=(930,597,1216,731)
role-label: அமைப்பாளர் : xyxy=(26,464,102,476)
branch-header: 4–வது வார்டு xyxy=(1232,1304,1517,1328)
body-paragraph xyxy=(629,149,914,176)
branch-header: தர்கால் கண்டிகை கிளை xyxy=(629,642,914,665)
part-text: வா.ஜோகஸன், 1/93, நாகத்தம்மன் கோயில் தெரு, நடுவீரப்பட்டு, காஞ்சிபுரம். xyxy=(977,222,1216,247)
paragraph-text: மு.வினோத்ராஜா, 8(1), பக்திகரர் நகர், செல்லப் பெருமாள் நகர், திருப்பெரும்புதூர், காஞ்சிபுரம். xyxy=(1232,1053,1517,1078)
paragraph-text: பூ.நடேஷ்குமார், 2/187, இந்திரா காந்தி தெரு, மரகதம் நகர், நடுவீரப்பட்டு, குன்றத்தூர், காஞ்சிபுரம். xyxy=(327,163,613,188)
body-paragraph xyxy=(26,1003,311,1137)
body-paragraph xyxy=(1232,937,1517,1017)
role-label: துணை அமைப்பாளர்கள் : xyxy=(26,1385,161,1396)
paragraph-text: ர.ராமலால், 3/216, தாம்பரம் பிரதான சாலை, அண்ணா நகர், நடுவீரப்பட்டு, குன்றத்தூர், காஞ்சிபுரம். xyxy=(629,150,914,175)
role-label: துணை அமைப்பாளர்கள் : xyxy=(327,194,455,206)
branch-header: நடுவீரப்பட்டு கிளை xyxy=(26,1471,311,1495)
role-label: துணை அமைப்பாளர்கள் : xyxy=(1232,355,1369,366)
role-label: துணை அமைப்பாளர்கள் : xyxy=(26,669,161,681)
body-paragraph xyxy=(327,323,613,350)
paragraph-text: (1) ர.ராசாமயன் எபிநேசர், 1/221, அய்யவாடி தெரு, எம்.ஜி.ஆர்.நகர், நடுவீரப்பட்டு, குன்றத்தூர், காஞ்சிபுரம். (2) க.மாதவன், 1/245, பால்சர் தோட்டம், எம்.ஜி.ஆர். நகர், நடுவீரப்பட்டு, குன்றத்தூர், காஞ்சிபுரம். (3) மு.ராஜேஷ், 2, தம்பரம் பிரதான சாலை, எம்.ஜி.ஆர்.நகர், நடுவீரப்பட்டு, குன்றத்தூர், காஞ்சிபுரம். xyxy=(327,689,613,768)
part-text: க.கார்த்திக், 1/245–ஜி, பால்சர் தோட்டம், எம்.ஜி.ஆர். நகர், நடுவீரப்பட்டு, காஞ்சிபுரம். xyxy=(977,191,1216,216)
paragraph-text: (1) மா.சுரேஷ், 7/126, தாம்பரம் பிரதான சாலை, எட்டியபுரம், நடுவீரப்பட்டு, காஞ்சிபுரம். (2) ச.சுவியரசு, 7/97, எட்டியம்மன் கோயில் தெரு, எட்டியபுரம், நடுவீரப்பட்டு, குன்றத்தூர், காஞ்சிபுரம். (3) நா.சக்தி, 7/31, கோழியின்வண்ண வீதி, எட்டியபுரம், நடுவீரப்பட்டு, காஞ்சிபுரம். xyxy=(629,382,914,460)
column-1 xyxy=(18,59,319,2351)
role-label: அமைப்பாளர் : xyxy=(327,163,408,175)
part-text: ச.குருநாதன், 393, 2–வது தெரு, டி.சி.நகர், பூந்தண்டலம், காஞ்சிபுரம். xyxy=(73,339,311,364)
part-number: பாகம் – 242 : xyxy=(26,370,109,382)
body-paragraph xyxy=(1232,180,1517,288)
role-label: துணை அமைப்பாளர்கள் : xyxy=(930,1334,1057,1345)
paragraph-text: (1) ரா.கார்த்திகேயன், 155/129, தில்லையாம்பூர் தெரு, திருப்பெரும்புதூர், காஞ்சிபுரம். (2) ரா.எழான், 63/133, இருதயாம்பூர் தெரு, திருப்பெரும்புதூர், காஞ்சிபுரம். (3) பா.நாராயணன், 128, ஜமீன்வயல்காவல் தெரு, திருப்பெரும்புதூர், காஞ்சிபுரம். xyxy=(1232,1365,1517,1430)
body-paragraph xyxy=(1232,1186,1517,1213)
role-label: அமைப்பாளர் : xyxy=(327,658,407,669)
part-organisers-heading: பாக அமைப்பாளர்கள் : xyxy=(109,1144,228,1156)
role-label: அமைப்பாளர் : xyxy=(1232,323,1306,335)
paragraph-text: (2) நே.கார்த்திக், 2/89, மேட்டுத் தெரு, நடுவீரப்பட்டு, குன்றத்தூர், காஞ்சிபுரம். (3) மு.மகேஷ், 1/34, செங்குந்தர் தெரு, நடுவீரப்பட்டு, குன்றத்தூர், காஞ்சிபுரம். (4) கோ.சூரியா, 1/34, செங்குந்தர் தெரு, நடுவீரப்பட்டு, குன்றத்தூர், காஞ்சிபுரம். xyxy=(327,61,613,126)
part-text: ம.சுரேந்திரன், 1/263, பிரதான சாலை, சக்தி நகர், பூந்தண்டலம், காஞ்சிபுரம். xyxy=(73,307,311,332)
part-number: பாகம் – 243 : xyxy=(26,1165,104,1177)
role-label: துணை அமைப்பாளர்கள் : xyxy=(930,1013,1060,1024)
